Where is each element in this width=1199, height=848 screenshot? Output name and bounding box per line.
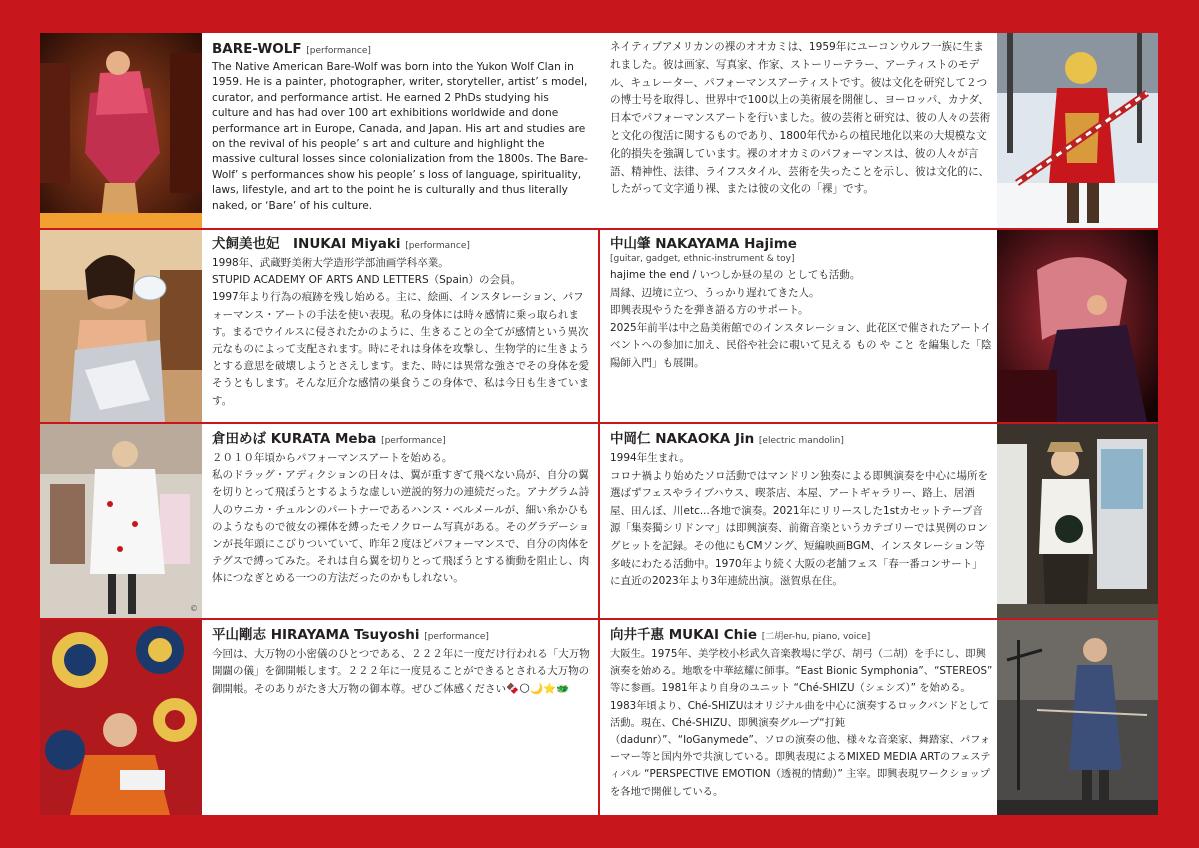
mukai-text	[610, 627, 994, 815]
artist-name: 中山肇 NAKAYAMA Hajime	[610, 236, 797, 252]
kurata-text	[212, 431, 590, 618]
artist-bio: 1994年生まれ。 コロナ禍より始めたソロ活動ではマンドリン独奏による即興演奏を中心に場所を選ばずフェスやライブハウス、喫茶店、本屋、アートギャラリー、路上、居酒屋、田んぼ、川etc...各地で演奏。2021年にリリースした1stカセットテープ音源「集奏獨シリドンマ」は即興演奏、前衛音楽というカテゴリーでは異例のロングヒットを記録。その他にもCMソング、短編映画BGM、インスタレーション等多岐にわたる活動中。1970年より続く大阪の老舗フェス「春一番コンサート」に直近の2023年より3年連続出演。滋賀県在住。	[610, 452, 988, 588]
nakaoka-photo	[997, 424, 1158, 618]
nakaoka-text	[610, 431, 992, 618]
artist-bio: 1998年、武蔵野美術大学造形学部油画学科卒業。 STUPID ACADEMY OF ARTS AND LETTERS（Spain）の会員。 1997年より行為の痕跡を残し始める。主に、絵画、インスタレーション、パフォーマンス・アートの手法を使い表現。私の身体には時々感情に乗っ取られます。まるでウイルスに侵されたかのように、生きることの全てが感情という異次元なものによって支配されます。時にそれは身体を攻撃し、生物学的に生きようとする意思を破壊しようとさえします。また、時には異常な強さでその身体を愛そうともします。そんな厄介な感情の巣食うこの身体で、私は今日も生きています。	[212, 257, 590, 407]
artist-name: 中岡仁 NAKAOKA Jin	[610, 431, 755, 447]
bare-wolf-text-ja	[610, 39, 992, 225]
flyer-sheet	[40, 33, 1158, 815]
artist-name: 平山剛志 HIRAYAMA Tsuyoshi	[212, 627, 420, 643]
hirayama-photo	[40, 620, 202, 815]
artist-tag: [electric mandolin]	[758, 436, 844, 446]
artist-instruments: [guitar, gadget, ethnic-instrument & toy]	[610, 254, 795, 264]
artist-tag: [performance]	[306, 46, 371, 56]
artist-bio: 今回は、大万物の小密儀のひとつである、２２２年に一度だけ行われる「大万物開闢の儀」を御開帳します。２２２年に一度見ることができるとされる大万物の御開帳。そのありがたき大万物の御本尊。ぜひご体感ください🍫🌕🌙⭐🐲	[212, 648, 590, 695]
artist-bio: ２０１０年頃からパフォーマンスアートを始める。 私のドラッグ・アディクションの日々は、翼が重すぎて飛べない鳥が、自分の翼を切りとって飛ぼうとするような虚しい逆説的努力の連続だった。アナグラム詩人のウニカ・チュルンのパートナーであるハンス・ベルメールが、細い糸かひものようなもので彼女の裸体を縛ったモノクローム写真がある。そのグラデーションが長年頭にこびりついていて、昨年２度ほどパフォーマンスで、自分の肉体をテグスで縛ってみた。それは自ら翼を切りとって飛ぼうとする衝動を阻止し、肉体につなぎとめる一つの方法だったのかもしれない。	[212, 452, 590, 585]
artist-tag: [performance]	[405, 241, 470, 251]
artist-name: 倉田めば KURATA Meba	[212, 431, 377, 447]
nakayama-text	[610, 236, 992, 422]
nakayama-photo	[997, 230, 1158, 422]
inukai-text	[212, 236, 590, 422]
artist-tag: [performance]	[381, 436, 446, 446]
inukai-photo	[40, 230, 202, 422]
artist-bio: hajime the end / いつしか昼の星の としても活動。 周縁、辺境に立つ、うっかり遅れてきた人。 即興表現やうたを弾き語る方のサポート。 2025年前半は中之島美術館でのインスタレーション、此花区で催されたアートイベントへの参加に加え、民俗や社会に覗いて見える もの や こと を編集した「陰陽師入門」も展開。	[610, 269, 992, 369]
artist-name: 犬飼美也妃 INUKAI Miyaki	[212, 236, 401, 252]
bare-wolf-text-en	[212, 41, 588, 225]
mukai-photo	[997, 620, 1158, 815]
artist-tag: [二胡er-hu, piano, voice]	[761, 632, 871, 642]
artist-name: BARE-WOLF	[212, 41, 302, 57]
bare-wolf-photo-left	[40, 33, 202, 228]
artist-name: 向井千惠 MUKAI Chie	[610, 627, 758, 643]
hirayama-text	[212, 627, 590, 815]
artist-bio-ja: ネイティブアメリカンの裸のオオカミは、1959年にユーコンウルフ一族に生まれました。彼は画家、写真家、作家、ストーリーテラー、アーティストのモデル、キュレーター、パフォーマンスアーティストです。彼は文化を研究して２つの博士号を取得し、世界中で100以上の美術展を開催し、ヨーロッパ、カナダ、日本でパフォーマンスアートを行いました。彼の芸術と研究は、彼の人々の芸術と文化の復活に関するものであり、1800年代からの植民地化以来の大規模な文化的損失を強調しています。裸のオオカミのパフォーマンスは、彼の人々が言語、精神性、法律、ライフスタイル、芸術を失ったことを示し、彼は文化的に、したがって文字通り裸、または彼の文化の「裸」です。	[610, 41, 991, 196]
column-divider	[598, 228, 600, 815]
artist-tag: [performance]	[424, 632, 489, 642]
artist-bio-en: The Native American Bare-Wolf was born into the Yukon Wolf Clan in 1959. He is a painter, photographer, writer, storyteller, artist’ s model, curator, and performance artist. He earned 2 PhDs studying his culture and has had over 100 art exhibitions worldwide and done performance art in Europe, Canada, and Japan. His art and studies are on the revival of his people’ s art and culture and highlight the massive cultural losses since colonialization from the 1800s. The Bare-Wolf’ s performances show his people’ s loss of language, spirituality, laws, lifestyle, and art to the point he is culturally and thus literally naked, or ‘Bare’ of his culture.	[212, 61, 588, 212]
kurata-photo	[40, 424, 202, 618]
bare-wolf-photo-right	[997, 33, 1158, 228]
artist-bio: 大阪生。1975年、美学校小杉武久音楽教場に学び、胡弓（二胡）を手にし、即興演奏を始める。地歌を中華絃耀に師事。“East Bionic Symphonia”、“STEREOS” 等に参画。1981年より自身のユニット “Ché-SHIZU（シェシズ）” を始める。1983年頃より、Ché-SHIZUはオリジナル曲を中心に演奏するロックバンドとして活動。現在、Ché-SHIZU、即興演奏グループ“打鈍（dadunr）”、“IoGanymede”、ソロの演奏の他、様々な音楽家、舞踏家、パフォーマー等と国内外で共演している。即興表現によるMIXED MEDIA ARTのフェスティバル “PERSPECTIVE EMOTION（透視的情動）” 主宰。即興表現ワークショップを各地で開催している。	[610, 648, 993, 798]
photo-credit: ©	[190, 604, 198, 613]
